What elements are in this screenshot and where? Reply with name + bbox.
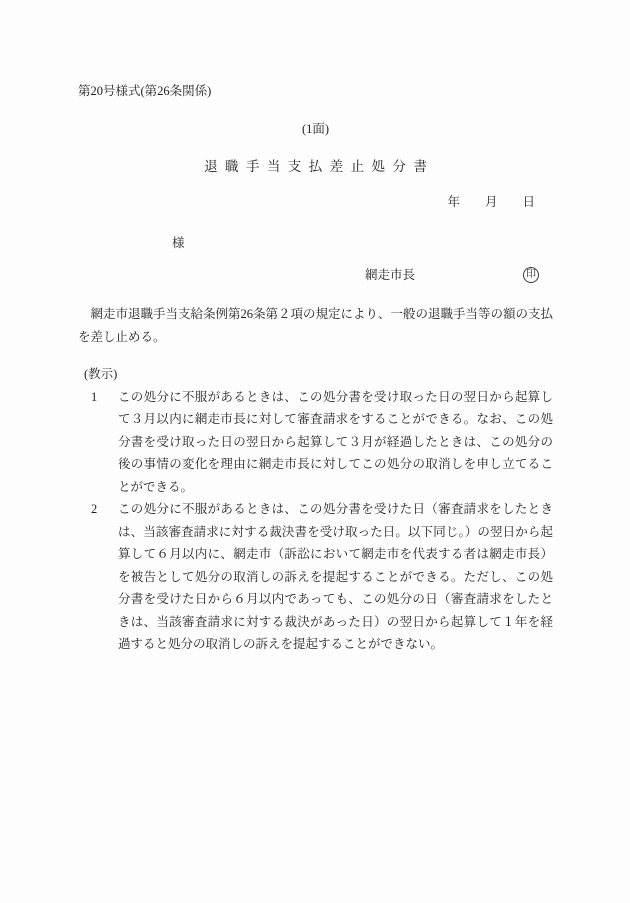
- form-number: 第20号様式(第26条関係): [78, 84, 212, 98]
- body-paragraph: 網走市退職手当支給条例第26条第２項の規定により、一般の退職手当等の額の支払を差し止める。: [78, 307, 554, 344]
- page-side-label: (1面): [301, 121, 330, 136]
- issuer-line: [78, 264, 553, 287]
- document-title: 退職手当支払差止処分書: [204, 159, 435, 174]
- addressee-suffix: 様: [172, 236, 185, 250]
- notice-list: [78, 386, 553, 656]
- seal-mark-icon: 印: [523, 267, 539, 283]
- notice-item-text: この処分に不服があるときは、この処分書を受け取った日の翌日から起算して３月以内に網走市長に対して審査請求をすることができる。なお、この処分書を受け取った日の翌日から起算して３月が経過したときは、この処分の後の事情の変化を理由に網走市長に対してこの処分の取消しを申し立てることができる。: [118, 389, 553, 494]
- issuer-name: 網走市長: [365, 267, 416, 282]
- notice-item-number: 1: [91, 389, 98, 404]
- notice-item-number: 2: [91, 502, 98, 516]
- notice-heading: (教示): [84, 367, 118, 381]
- notice-item: [91, 386, 553, 499]
- notice-item: [91, 498, 553, 656]
- date-line: 年 月 日: [447, 194, 535, 209]
- notice-item-text: この処分に不服があるときは、この処分書を受けた日（審査請求をしたときは、当該審査請求に対する裁決書を受け取った日。以下同じ。）の翌日から起算して６月以内に、網走市（訴訟において網走市を代表する者は網走市長）を被告として処分の取消しの訴えを提起することができる。ただし、この処分書を受けた日から６月以内であっても、この処分の日（審査請求をしたときは、当該審査請求に対する裁決があった日）の翌日から起算して１年を経過すると処分の取消しの訴えを提起することができない。: [118, 502, 553, 651]
